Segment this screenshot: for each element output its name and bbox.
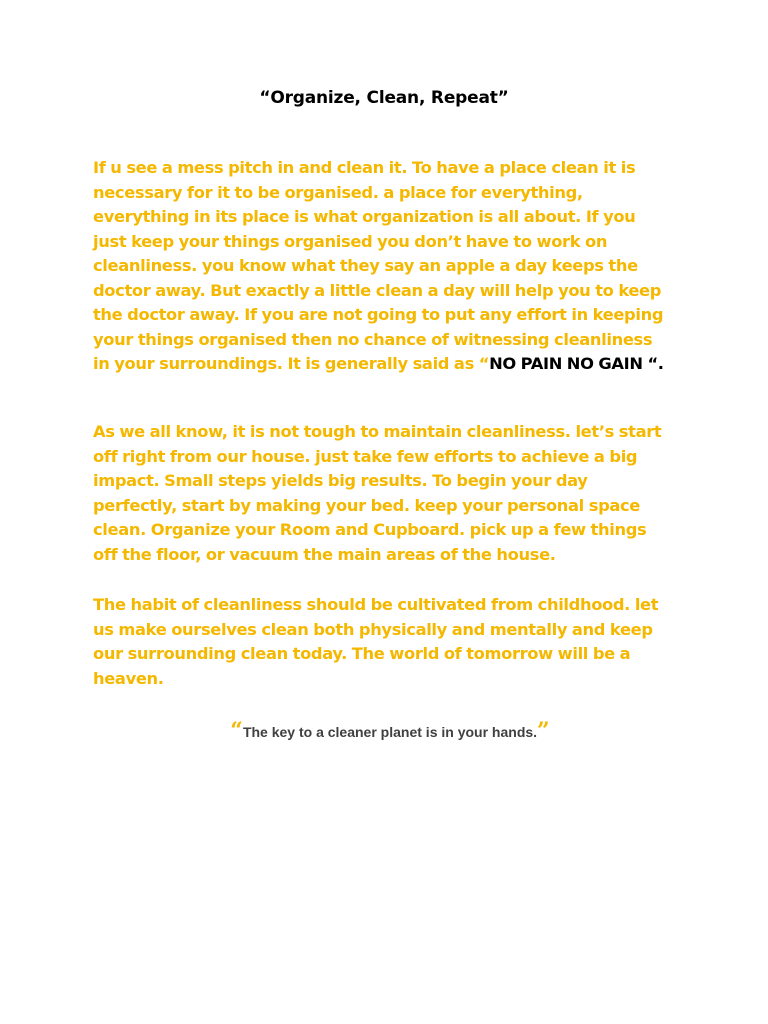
open-quote-mark: “: [230, 718, 243, 744]
paragraph-intro: [93, 156, 673, 377]
closing-quote: [0, 718, 768, 744]
quote-text: The key to a cleaner planet is in your hands.: [242, 724, 538, 740]
paragraph-maintain-cleanliness: As we all know, it is not tough to maintain cleanliness. let’s start off right from our house. just take few efforts to achieve a big impact. Small steps yields big results. To begin your day perfectly, start by making your bed. keep your personal space clean. Organize your Room and Cupboard. pick up a few things off the floor, or vacuum the main areas of the house.: [93, 422, 662, 564]
emphasis-no-pain-no-gain: NO PAIN NO GAIN “.: [489, 354, 664, 373]
close-quote-mark: ”: [537, 718, 550, 744]
document-title: “Organize, Clean, Repeat”: [259, 88, 509, 108]
paragraph-intro-text: If u see a mess pitch in and clean it. To have a place clean it is necessary for it to be organised. a place for everything, everything in its place is what organization is all about. If you just keep your things organised you don’t have to work on cleanliness. you know what they say an apple a day keeps the doctor away. But exactly a little clean a day will help you to keep the doctor away. If you are not going to put any effort in keeping your things organised then no chance of witnessing cleanliness in your surroundings. It is generally said as “: [93, 158, 664, 373]
paragraph-habit: The habit of cleanliness should be cultivated from childhood. let us make ourselves clean both physically and mentally and keep our surrounding clean today. The world of tomorrow will be a heaven.: [93, 595, 659, 688]
